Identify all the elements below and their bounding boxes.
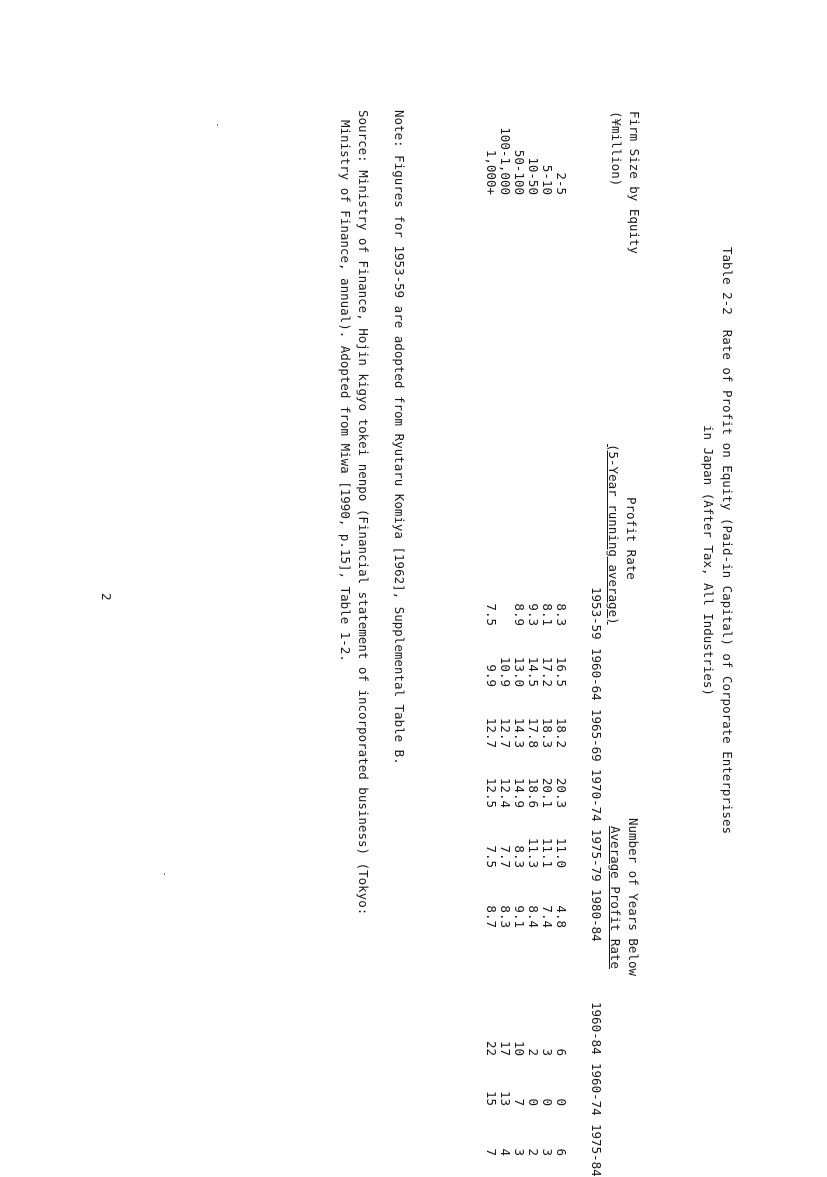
years-below-cell: 2 <box>526 1048 541 1056</box>
profit-column-header: 1965-69 <box>589 709 604 762</box>
profit-rate-cell: 20.3 <box>554 777 569 808</box>
profit-rate-cell: 17.2 <box>540 656 555 687</box>
profit-rate-cell: 9.9 <box>484 664 499 687</box>
years-below-cell: 10 <box>512 1040 527 1056</box>
profit-rate-cell: 14.9 <box>512 777 527 808</box>
firm-size-cell: 50-100 <box>512 149 527 195</box>
profit-rate-cell: 11.0 <box>554 837 569 868</box>
years-below-cell: 17 <box>498 1040 513 1056</box>
table-note: Note: Figures for 1953-59 are adopted from Ryutaru Komiya [1962], Supplemental Table B. <box>392 110 407 765</box>
years-below-cell: 7 <box>484 1148 499 1156</box>
years-below-cell: 0 <box>540 1098 555 1106</box>
years-column-header: 1960-74 <box>589 1063 604 1116</box>
years-below-cell: 4 <box>498 1148 513 1156</box>
profit-rate-cell: 18.3 <box>540 717 555 748</box>
profit-rate-header: Profit Rate <box>624 497 639 580</box>
source-line-1: Source: Ministry of Finance, Hojin kigyo tokei nenpo (Financial statement of incorporated business) (Tokyo: <box>356 110 371 916</box>
source-line-2: Ministry of Finance, annual). Adopted from Miwa [1990, p.15], Table 1-2. <box>338 120 353 662</box>
years-below-cell: 7 <box>512 1098 527 1106</box>
firm-size-cell: 5-10 <box>540 164 555 195</box>
profit-rate-cell: 8.3 <box>554 603 569 626</box>
profit-rate-cell: 8.1 <box>540 603 555 626</box>
years-below-cell: 6 <box>554 1148 569 1156</box>
profit-rate-cell: 11.3 <box>526 837 541 868</box>
firm-size-cell: 10-50 <box>526 157 541 195</box>
profit-rate-cell: 8.4 <box>526 905 541 928</box>
years-below-subheader: Average Profit Rate <box>608 826 623 969</box>
profit-rate-cell: 7.4 <box>540 905 555 928</box>
profit-rate-cell: 10.9 <box>498 656 513 687</box>
profit-rate-cell: 8.3 <box>498 905 513 928</box>
profit-rate-cell: 12.7 <box>498 717 513 748</box>
page-number: 2 <box>99 593 114 601</box>
profit-rate-cell: 8.9 <box>512 603 527 626</box>
profit-rate-cell: 7.7 <box>498 845 513 868</box>
scan-speck <box>217 124 218 126</box>
profit-column-header: 1960-64 <box>589 648 604 701</box>
years-below-cell: 3 <box>512 1148 527 1156</box>
firm-size-header: Firm Size by Equity <box>627 111 642 254</box>
profit-rate-subheader: (5-Year running average) <box>606 444 621 625</box>
years-below-cell: 6 <box>554 1048 569 1056</box>
years-below-cell: 22 <box>484 1040 499 1056</box>
profit-rate-cell: 9.3 <box>526 603 541 626</box>
profit-column-header: 1975-79 <box>589 829 604 882</box>
years-column-header: 1960-84 <box>589 1002 604 1055</box>
firm-size-unit: (¥million) <box>609 111 624 187</box>
profit-column-header: 1980-84 <box>589 889 604 942</box>
profit-rate-cell: 13.0 <box>512 656 527 687</box>
profit-rate-cell: 4.8 <box>554 905 569 928</box>
years-below-cell: 15 <box>484 1090 499 1106</box>
firm-size-cell: 2-5 <box>554 172 569 195</box>
profit-rate-cell: 12.7 <box>484 717 499 748</box>
profit-rate-cell: 12.4 <box>498 777 513 808</box>
years-below-cell: 0 <box>554 1098 569 1106</box>
profit-rate-cell: 12.5 <box>484 777 499 808</box>
profit-rate-cell: 18.6 <box>526 777 541 808</box>
profit-rate-cell: 20.1 <box>540 777 555 808</box>
profit-rate-cell: 7.5 <box>484 603 499 626</box>
profit-rate-cell: 14.3 <box>512 717 527 748</box>
profit-rate-cell: 18.2 <box>554 717 569 748</box>
years-below-cell: 2 <box>526 1148 541 1156</box>
profit-rate-cell: 17.8 <box>526 717 541 748</box>
years-column-header: 1975-84 <box>589 1124 604 1177</box>
profit-rate-cell: 14.5 <box>526 656 541 687</box>
firm-size-cell: 1,000+ <box>484 149 499 195</box>
years-below-cell: 3 <box>540 1048 555 1056</box>
profit-rate-cell: 8.3 <box>512 845 527 868</box>
profit-column-header: 1953-59 <box>589 587 604 640</box>
firm-size-cell: 100-1,000 <box>498 127 513 195</box>
table-title-line-2: in Japan (After Tax, All Industries) <box>701 425 716 696</box>
profit-column-header: 1970-74 <box>589 769 604 822</box>
years-below-header: Number of Years Below <box>626 818 641 977</box>
profit-rate-cell: 8.7 <box>484 905 499 928</box>
years-below-cell: 3 <box>540 1148 555 1156</box>
years-below-cell: 13 <box>498 1090 513 1106</box>
profit-rate-cell: 11.1 <box>540 837 555 868</box>
profit-rate-cell: 7.5 <box>484 845 499 868</box>
years-below-cell: 0 <box>526 1098 541 1106</box>
profit-rate-cell: 9.1 <box>512 905 527 928</box>
profit-rate-cell: 16.5 <box>554 656 569 687</box>
scan-speck <box>164 873 165 875</box>
table-title-line-1: Table 2-2 Rate of Profit on Equity (Paid-in Capital) of Corporate Enterprises <box>720 247 735 834</box>
